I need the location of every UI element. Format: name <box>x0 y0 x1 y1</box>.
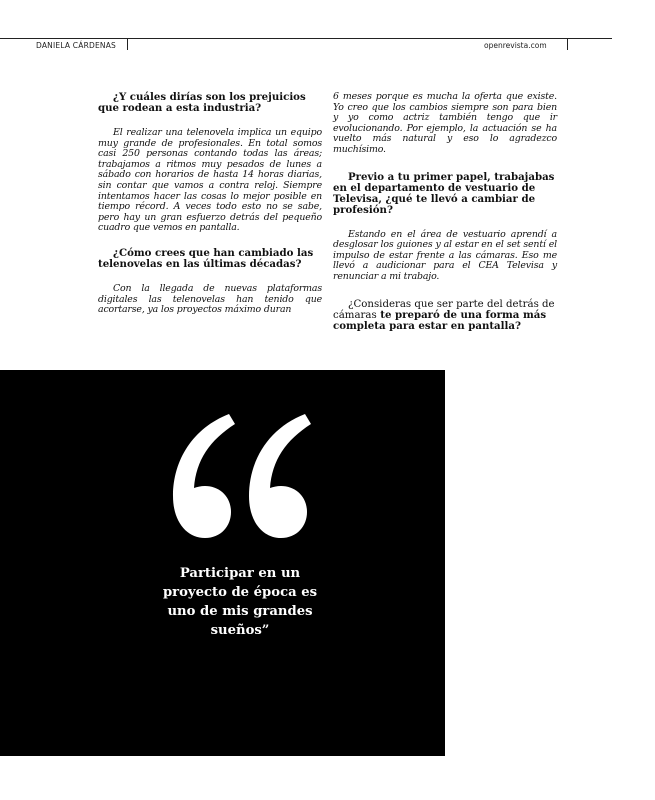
header-divider-right <box>567 38 568 50</box>
question-behind-cameras <box>333 299 557 332</box>
question-prejudices: ¿Y cuáles dirías son los prejuicios que rodean a esta industria? <box>98 91 306 114</box>
pull-quote-text: Participar en un proyecto de época es uno de mis grandes sueños” <box>162 566 318 638</box>
question-changes: ¿Cómo crees que han cambiado las telenovelas en las últimas décadas? <box>98 246 314 270</box>
site-url: openrevista.com <box>484 41 547 50</box>
article-column-right <box>333 92 557 332</box>
header-divider-left <box>127 38 128 50</box>
opening-quote-mark-icon <box>163 408 313 548</box>
answer-changes-continued: 6 meses porque es mucha la oferta que existe. Yo creo que los cambios siempre son para bien y yo como actriz también tengo que ir evolucionando. Por ejemplo, la actuación se ha vuelto más natural y eso lo agradezco muchísimo. <box>333 91 557 155</box>
header-rule <box>0 38 612 39</box>
answer-first-role: Estando en el área de vestuario aprendí a desglosar los guiones y al estar en el set sentí el impulso de estar frente a las cámaras. Eso me llevó a audicionar para el CEA Televisa y renunciar a mi trabajo. <box>333 228 557 282</box>
answer-changes: Con la llegada de nuevas plataformas digitales las telenovelas han tenido que acortarse, ya los proyectos máximo duran <box>98 282 322 316</box>
answer-prejudices: El realizar una telenovela implica un equipo muy grande de profesionales. En total somos casi 250 personas contando todas las áreas; trabajamos a ritmos muy pesados de lunes a sábado con horarios de hasta 14 horas diarias, sin contar que vamos a contra reloj. Siempre intentamos hacer las cosas lo mejor posible en tiempo récord. A veces todo esto no se sabe, pero hay un gran esfuerzo detrás del pequeño cuadro que vemos en pantalla. <box>98 127 322 234</box>
question-behind-cameras-plain: ¿Consideras que ser parte del detrás de cámaras <box>333 298 555 321</box>
question-first-role: Previo a tu primer papel, trabajabas en el departamento de vestuario de Televisa, ¿qué te llevó a cambiar de profesión? <box>333 170 555 216</box>
question-behind-cameras-bold: te preparó de una forma más completa para estar en pantalla? <box>333 308 547 332</box>
author-name: DANIELA CÁRDENAS <box>36 41 116 50</box>
article-column-left <box>98 92 322 316</box>
